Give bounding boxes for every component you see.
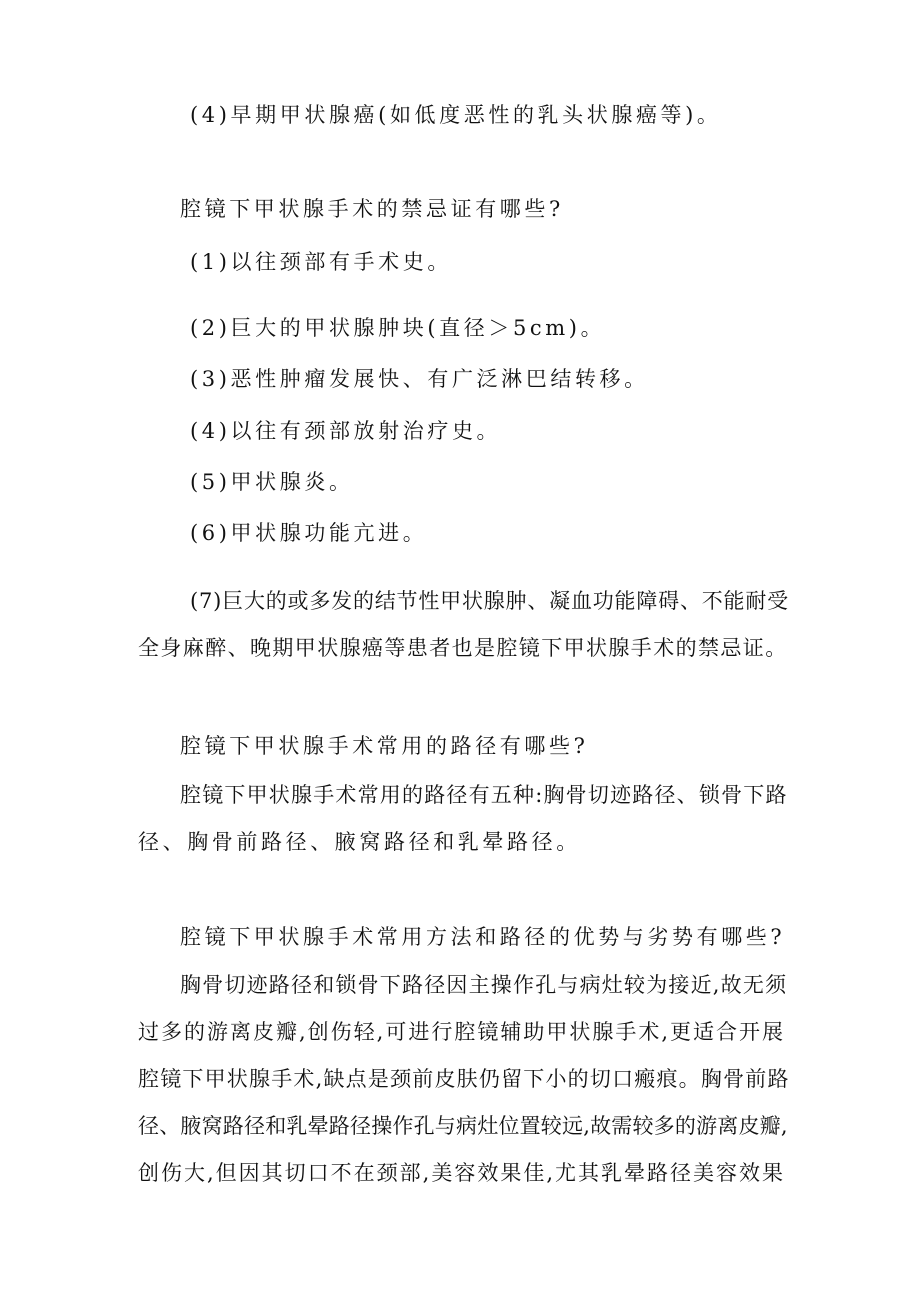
paragraph-line: 胸骨切迹路径和锁骨下路径因主操作孔与病灶较为接近,故无须 (180, 973, 788, 997)
list-item-contraindication-7: (7)巨大的或多发的结节性甲状腺肿、凝血功能障碍、不能耐受 (190, 589, 789, 613)
paragraph-line: 腔镜下甲状腺手术常用的路径有五种:胸骨切迹路径、锁骨下路 (180, 783, 788, 807)
list-item-contraindication-5: (5)甲状腺炎。 (190, 470, 354, 494)
question-contraindications: 腔镜下甲状腺手术的禁忌证有哪些? (180, 197, 564, 221)
paragraph-line: 径、腋窝路径和乳晕路径操作孔与病灶位置较远,故需较多的游离皮瓣, (138, 1114, 788, 1138)
list-item-contraindication-4: (4)以往有颈部放射治疗史。 (190, 419, 502, 443)
paragraph-line: 腔镜下甲状腺手术,缺点是颈前皮肤仍留下小的切口瘢痕。胸骨前路 (138, 1067, 790, 1091)
list-item-contraindication-3: (3)恶性肿瘤发展快、有广泛淋巴结转移。 (190, 367, 649, 391)
paragraph-line: 径、胸骨前路径、腋窝路径和乳晕路径。 (138, 830, 581, 854)
list-item-indication-4: (4)早期甲状腺癌(如低度恶性的乳头状腺癌等)。 (190, 103, 722, 127)
list-item-contraindication-2: (2)巨大的甲状腺肿块(直径＞5cm)。 (190, 316, 606, 340)
paragraph-line: 全身麻醉、晚期甲状腺癌等患者也是腔镜下甲状腺手术的禁忌证。 (138, 636, 788, 660)
question-pros-cons: 腔镜下甲状腺手术常用方法和路径的优势与劣势有哪些? (180, 925, 786, 949)
question-approaches: 腔镜下甲状腺手术常用的路径有哪些? (180, 734, 589, 758)
list-item-contraindication-6: (6)甲状腺功能亢进。 (190, 521, 428, 545)
list-item-contraindication-1: (1)以往颈部有手术史。 (190, 250, 452, 274)
paragraph-line: 创伤大,但因其切口不在颈部,美容效果佳,尤其乳晕路径美容效果 (138, 1161, 786, 1185)
paragraph-line: 过多的游离皮瓣,创伤轻,可进行腔镜辅助甲状腺手术,更适合开展 (138, 1020, 786, 1044)
